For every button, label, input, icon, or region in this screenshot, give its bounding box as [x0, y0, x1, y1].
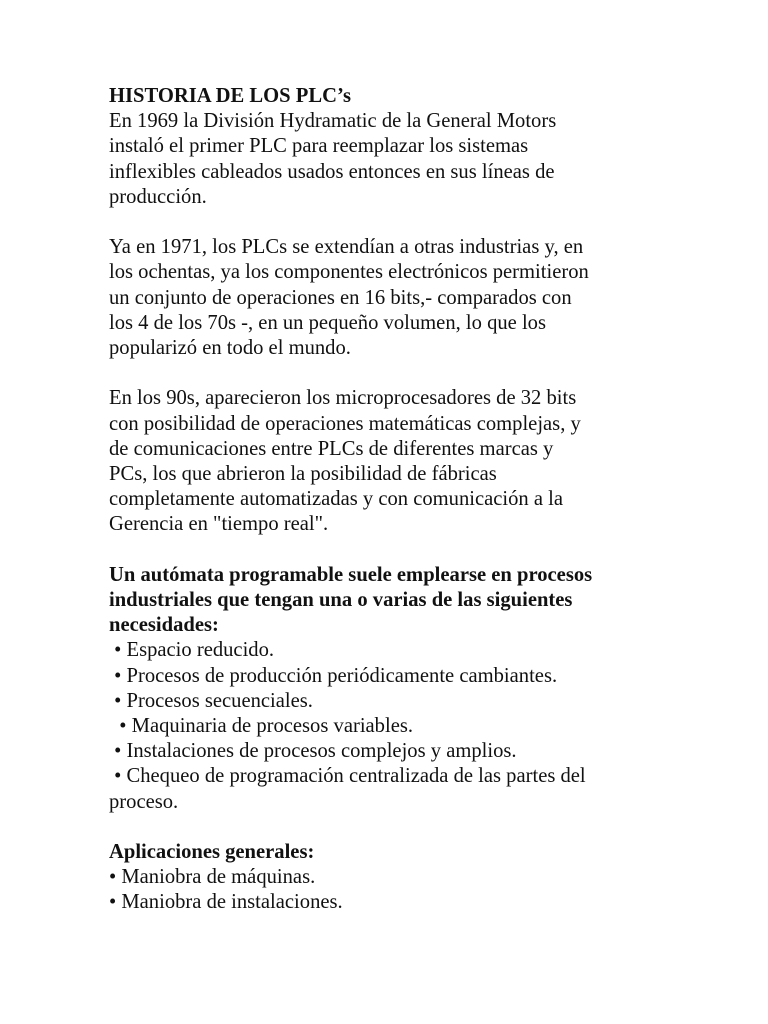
paragraph-line: con posibilidad de operaciones matemáticas complejas, y — [109, 412, 581, 435]
list-item-continuation: proceso. — [109, 790, 179, 813]
document-body — [109, 84, 729, 916]
heading-line: industriales que tengan una o varias de las siguientes — [109, 589, 573, 612]
document-title: HISTORIA DE LOS PLC’s — [109, 85, 352, 107]
paragraph-history-1969 — [109, 109, 729, 210]
paragraph-history-90s — [109, 386, 729, 537]
paragraph-line: PCs, los que abrieron la posibilidad de fábricas — [109, 463, 497, 486]
paragraph-line: producción. — [109, 185, 207, 208]
paragraph-line: En los 90s, aparecieron los microprocesadores de 32 bits — [109, 387, 577, 410]
needs-list — [109, 638, 729, 814]
paragraph-line: Gerencia en "tiempo real". — [109, 513, 329, 536]
paragraph-line: inflexibles cableados usados entonces en sus líneas de — [109, 160, 555, 183]
list-item: • Espacio reducido. — [109, 639, 275, 662]
applications-heading: Aplicaciones generales: — [109, 841, 315, 864]
paragraph-line: popularizó en todo el mundo. — [109, 337, 351, 360]
heading-line: necesidades: — [109, 614, 219, 637]
paragraph-line: un conjunto de operaciones en 16 bits,- comparados con — [109, 286, 572, 309]
paragraph-spacer — [109, 815, 729, 840]
paragraph-spacer — [109, 361, 729, 386]
section-heading-needs — [109, 563, 729, 639]
heading-line: Un autómata programable suele emplearse en procesos — [109, 563, 593, 586]
paragraph-line: En 1969 la División Hydramatic de la General Motors — [109, 110, 557, 133]
paragraph-spacer — [109, 210, 729, 235]
applications-list — [109, 865, 729, 915]
paragraph-line: los 4 de los 70s -, en un pequeño volumen, lo que los — [109, 311, 546, 334]
list-item: • Chequeo de programación centralizada de las partes del — [109, 765, 586, 788]
paragraph-line: completamente automatizadas y con comunicación a la — [109, 488, 564, 511]
paragraph-line: Ya en 1971, los PLCs se extendían a otras industrias y, en — [109, 236, 584, 259]
list-item: • Procesos secuenciales. — [109, 689, 313, 712]
paragraph-spacer — [109, 538, 729, 563]
list-item: • Maquinaria de procesos variables. — [109, 715, 413, 738]
list-item: • Instalaciones de procesos complejos y amplios. — [109, 740, 517, 763]
paragraph-history-1971 — [109, 235, 729, 361]
paragraph-line: de comunicaciones entre PLCs de diferentes marcas y — [109, 437, 554, 460]
list-item: • Procesos de producción periódicamente cambiantes. — [109, 664, 558, 687]
paragraph-line: instaló el primer PLC para reemplazar los sistemas — [109, 135, 529, 158]
list-item: • Maniobra de instalaciones. — [109, 891, 343, 914]
list-item: • Maniobra de máquinas. — [109, 866, 316, 889]
paragraph-line: los ochentas, ya los componentes electrónicos permitieron — [109, 261, 589, 284]
